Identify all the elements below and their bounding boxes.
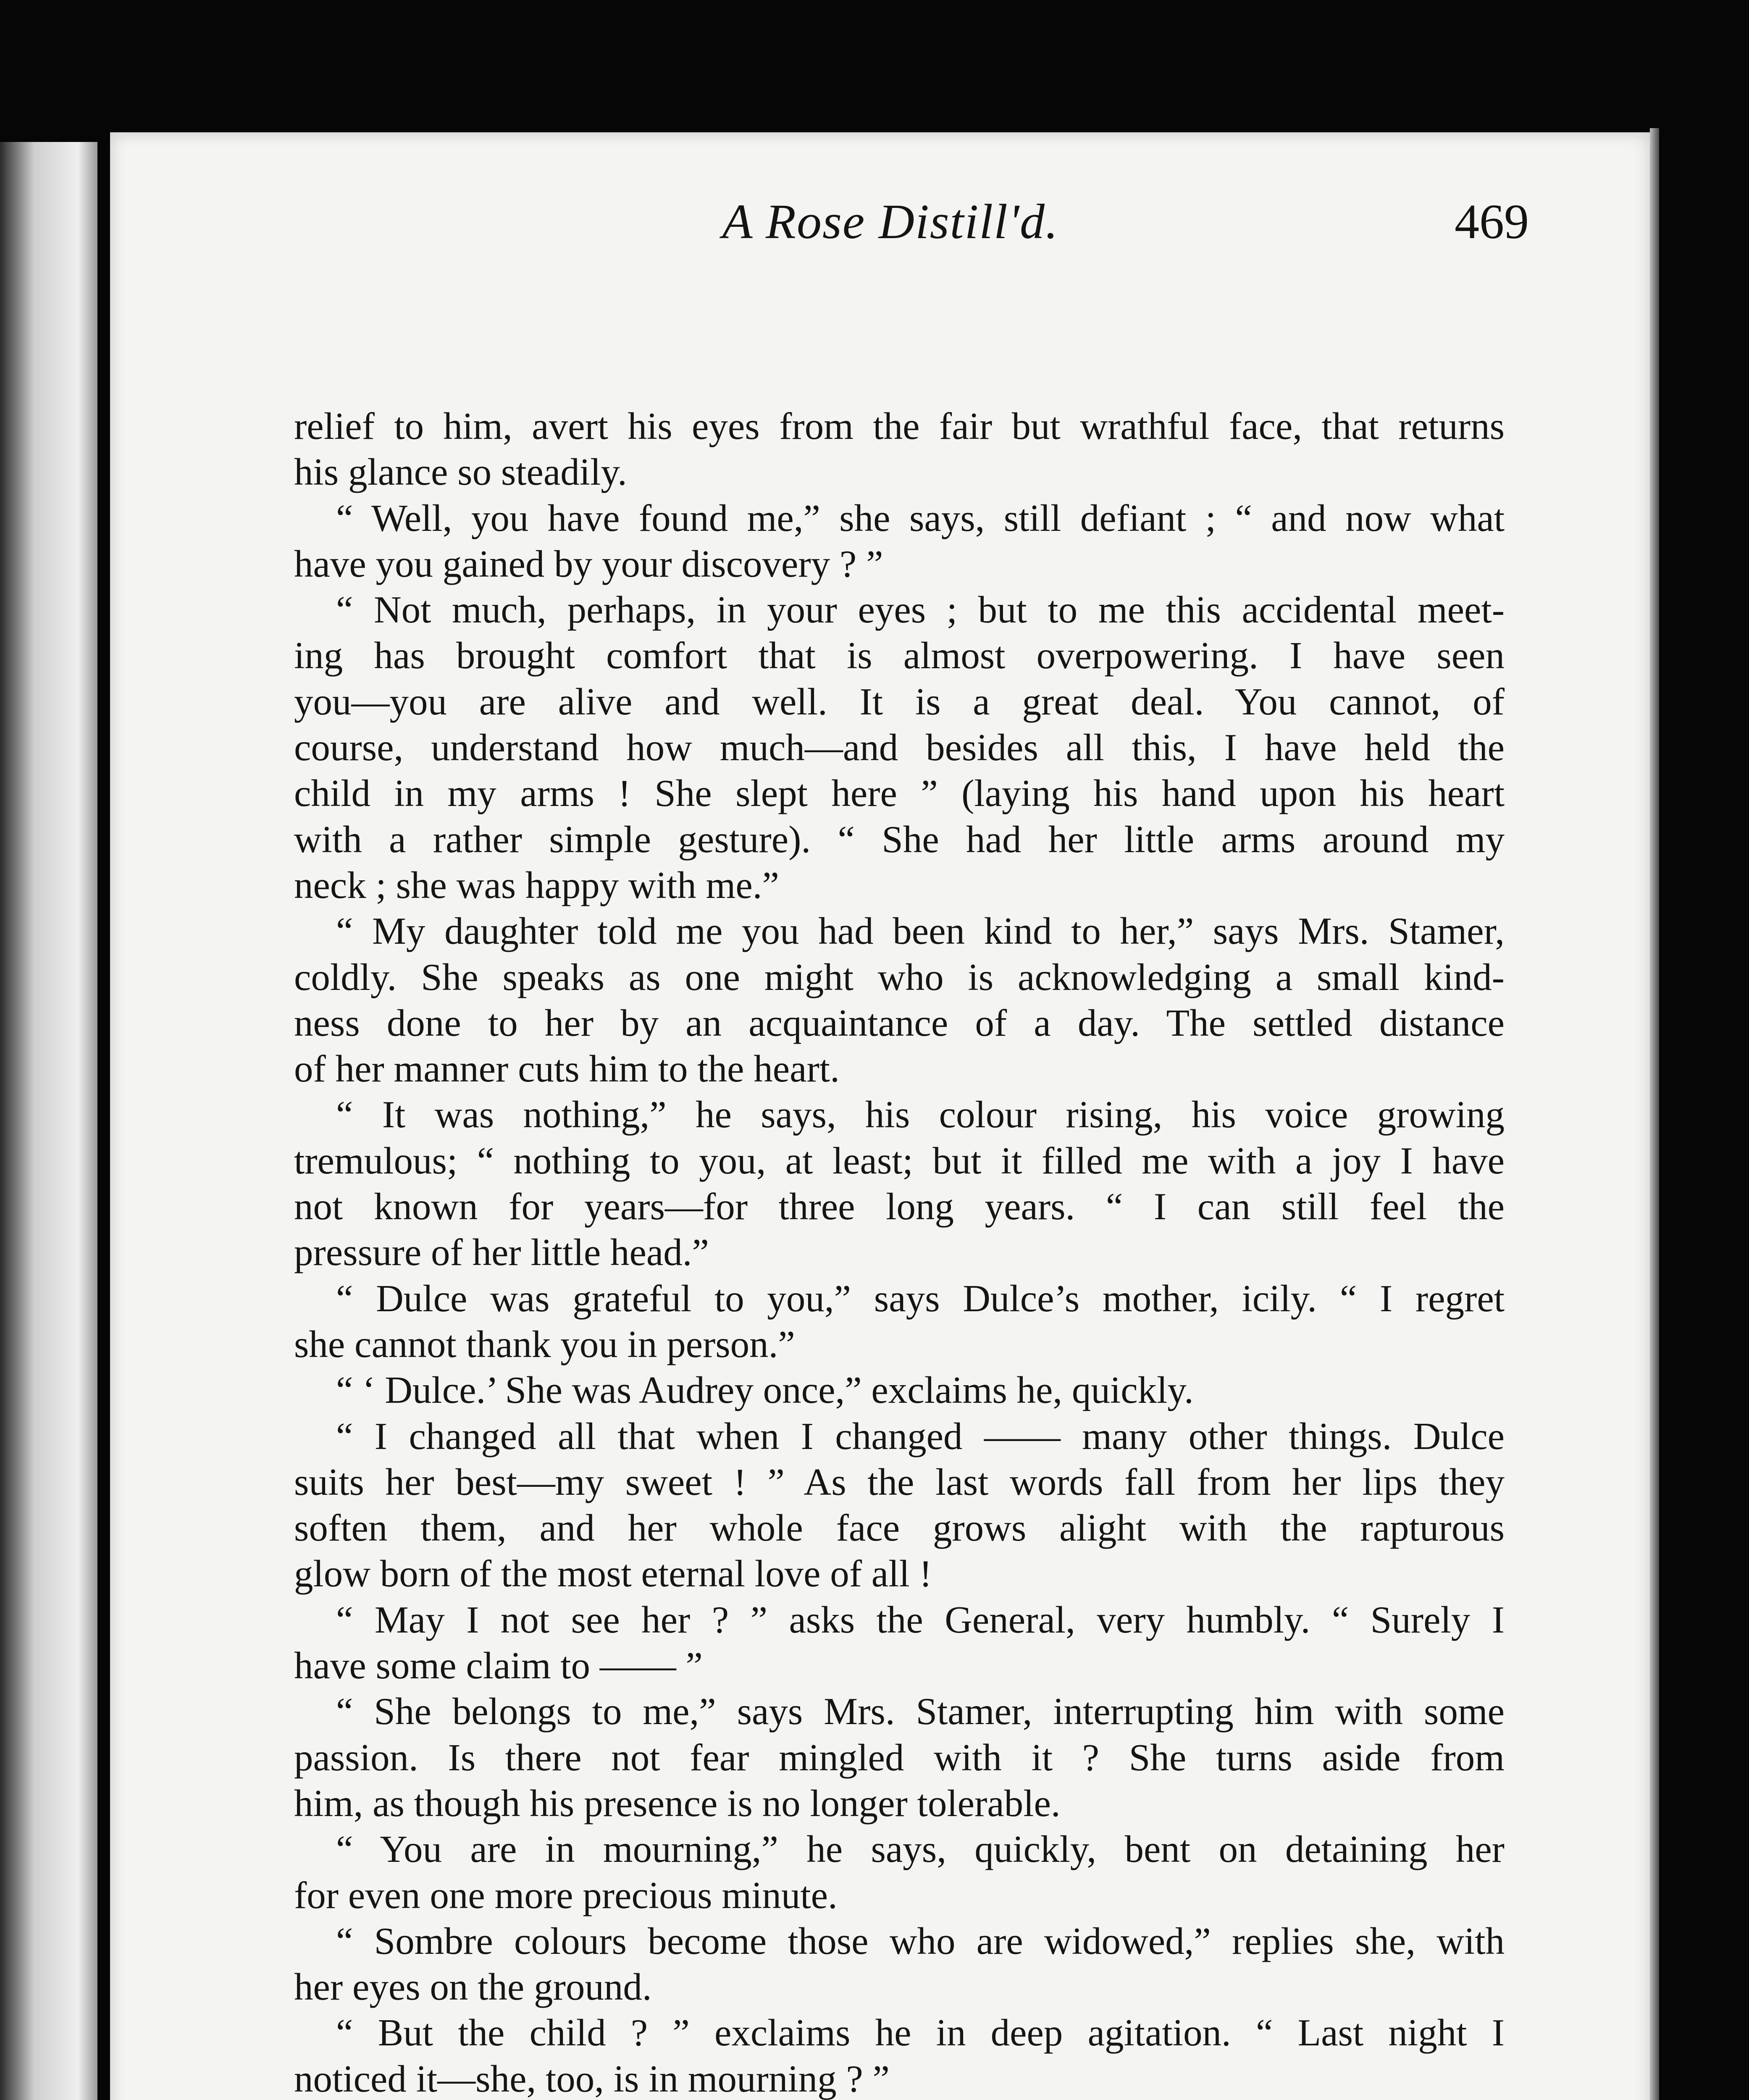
text-line: coldly. She speaks as one might who is acknowledging a small kind- bbox=[294, 956, 1505, 998]
page-header bbox=[252, 176, 1529, 277]
text-line: soften them, and her whole face grows alight with the rapturous bbox=[294, 1507, 1505, 1549]
facing-page-edge bbox=[0, 142, 97, 2100]
text-line: course, understand how much—and besides all this, I have held the bbox=[294, 726, 1505, 769]
text-line: suits her best—my sweet ! ” As the last words fall from her lips they bbox=[294, 1460, 1505, 1503]
text-line: with a rather simple gesture). “ She had her little arms around my bbox=[294, 818, 1505, 861]
text-line: “ She belongs to me,” says Mrs. Stamer, interrupting him with some bbox=[336, 1690, 1505, 1733]
page-edge-shadow bbox=[1650, 128, 1659, 2100]
text-line: passion. Is there not fear mingled with it ? She turns aside from bbox=[294, 1736, 1505, 1779]
text-line: “ It was nothing,” he says, his colour rising, his voice growing bbox=[336, 1093, 1505, 1136]
text-line: ness done to her by an acquaintance of a day. The settled distance bbox=[294, 1001, 1505, 1044]
text-line: him, as though his presence is no longer tolerable. bbox=[294, 1782, 1061, 1824]
text-line: neck ; she was happy with me.” bbox=[294, 864, 779, 906]
text-line: tremulous; “ nothing to you, at least; but it filled me with a joy I have bbox=[294, 1139, 1505, 1182]
text-line: “ You are in mourning,” he says, quickly, bent on detaining her bbox=[336, 1828, 1505, 1871]
text-line: “ Sombre colours become those who are widowed,” replies she, with bbox=[336, 1919, 1505, 1962]
text-line: his glance so steadily. bbox=[294, 451, 627, 494]
text-line: relief to him, avert his eyes from the fair but wrathful face, that returns bbox=[294, 405, 1505, 447]
text-line: glow born of the most eternal love of all ! bbox=[294, 1552, 932, 1595]
text-line: pressure of her little head.” bbox=[294, 1231, 709, 1274]
text-line: “ ‘ Dulce.’ She was Audrey once,” exclaims he, quickly. bbox=[336, 1369, 1194, 1412]
text-line: “ May I not see her ? ” asks the General, very humbly. “ Surely I bbox=[336, 1598, 1505, 1641]
text-line: have some claim to —— ” bbox=[294, 1644, 703, 1687]
body-text bbox=[294, 403, 1505, 2100]
text-line: for even one more precious minute. bbox=[294, 1874, 838, 1916]
text-line: child in my arms ! She slept here ” (laying his hand upon his heart bbox=[294, 772, 1505, 815]
text-line: have you gained by your discovery ? ” bbox=[294, 542, 883, 585]
text-line: “ But the child ? ” exclaims he in deep agitation. “ Last night I bbox=[336, 2011, 1505, 2054]
text-line: “ My daughter told me you had been kind to her,” says Mrs. Stamer, bbox=[336, 910, 1505, 953]
text-line: you—you are alive and well. It is a great deal. You cannot, of bbox=[294, 680, 1505, 723]
text-line: “ Not much, perhaps, in your eyes ; but to me this accidental meet- bbox=[336, 588, 1505, 631]
text-line: not known for years—for three long years. “ I can still feel the bbox=[294, 1185, 1505, 1228]
running-title: A Rose Distill'd. bbox=[722, 194, 1059, 249]
text-line: “ Well, you have found me,” she says, still defiant ; “ and now what bbox=[336, 496, 1505, 539]
text-line: “ I changed all that when I changed —— many other things. Dulce bbox=[336, 1415, 1505, 1457]
text-line: of her manner cuts him to the heart. bbox=[294, 1047, 840, 1090]
text-line: noticed it—she, too, is in mourning ? ” bbox=[294, 2057, 890, 2100]
text-line: ing has brought comfort that is almost overpowering. I have seen bbox=[294, 634, 1505, 677]
text-line: her eyes on the ground. bbox=[294, 1966, 652, 2008]
text-line: she cannot thank you in person.” bbox=[294, 1323, 795, 1365]
page-number: 469 bbox=[1455, 194, 1529, 249]
text-line: “ Dulce was grateful to you,” says Dulce’s mother, icily. “ I regret bbox=[336, 1277, 1505, 1320]
